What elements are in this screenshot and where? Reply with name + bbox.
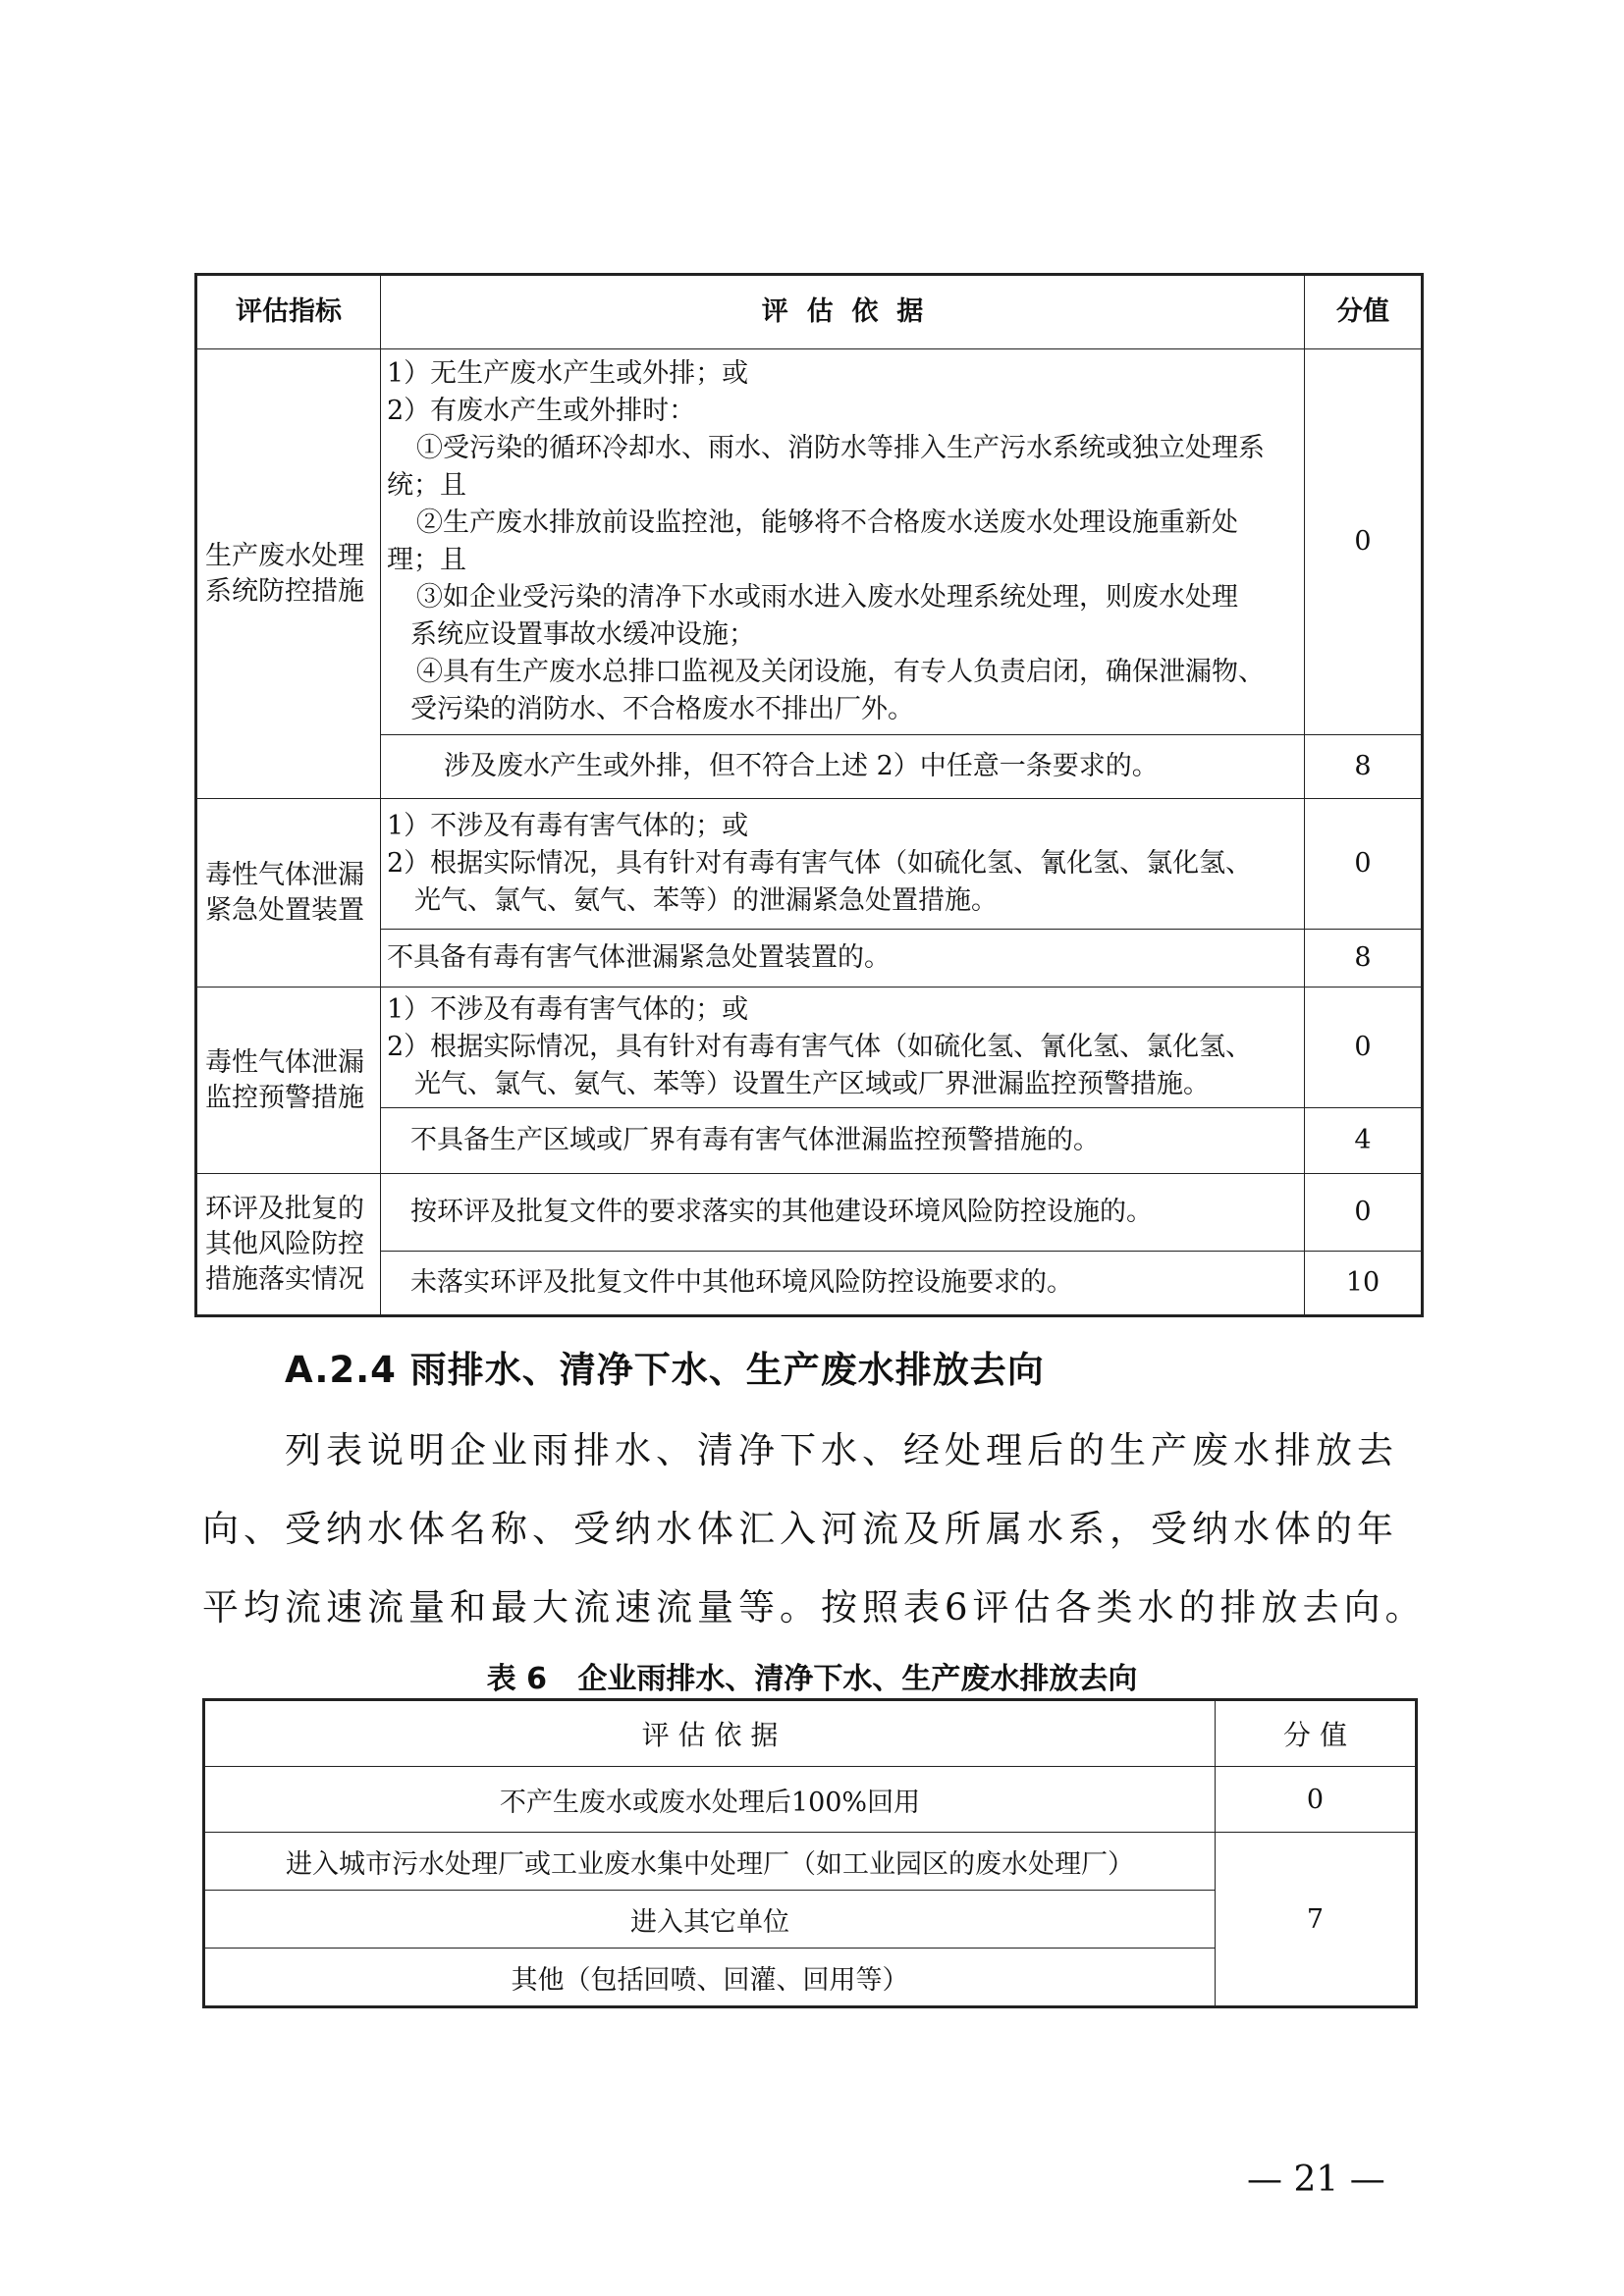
header-indicator: 评估指标 bbox=[196, 275, 381, 349]
basis-line: 2）根据实际情况，具有针对有毒有害气体（如硫化氢、氰化氢、氯化氢、 bbox=[387, 1032, 1253, 1062]
score-cell: 0 bbox=[1305, 1174, 1423, 1252]
basis-cell: 不产生废水或废水处理后100%回用 bbox=[204, 1767, 1216, 1833]
basis-line: ①受污染的循环冷却水、雨水、消防水等排入生产污水系统或独立处理系 bbox=[416, 433, 1265, 463]
indicator-line: 生产废水处理 bbox=[205, 540, 364, 571]
basis-line: ③如企业受污染的清净下水或雨水进入废水处理系统处理，则废水处理 bbox=[416, 582, 1238, 613]
score-cell: 10 bbox=[1305, 1252, 1423, 1316]
indicator-cell bbox=[196, 349, 381, 799]
basis-cell bbox=[381, 988, 1305, 1108]
basis-cell: 不具备生产区域或厂界有毒有害气体泄漏监控预警措施的。 bbox=[381, 1108, 1305, 1174]
basis-cell: 进入其它单位 bbox=[204, 1891, 1216, 1949]
header-score: 分 值 bbox=[1216, 1700, 1417, 1767]
basis-line: 光气、氯气、氨气、苯等）设置生产区域或厂界泄漏监控预警措施。 bbox=[414, 1069, 1210, 1099]
basis-cell: 按环评及批复文件的要求落实的其他建设环境风险防控设施的。 bbox=[381, 1174, 1305, 1252]
basis-cell bbox=[381, 349, 1305, 735]
table-row bbox=[196, 349, 1423, 735]
table-row bbox=[204, 1767, 1417, 1833]
indicator-cell bbox=[196, 1174, 381, 1316]
score-cell: 8 bbox=[1305, 735, 1423, 799]
page-number: — 21 — bbox=[1247, 2160, 1385, 2200]
score-cell: 4 bbox=[1305, 1108, 1423, 1174]
basis-line: ④具有生产废水总排口监视及关闭设施，有专人负责启闭，确保泄漏物、 bbox=[416, 657, 1265, 687]
score-cell: 0 bbox=[1305, 799, 1423, 930]
basis-line: ②生产废水排放前设监控池，能够将不合格废水送废水处理设施重新处 bbox=[416, 507, 1238, 538]
table-header-row bbox=[204, 1700, 1417, 1767]
basis-line: 1）不涉及有毒有害气体的；或 bbox=[387, 811, 749, 841]
header-basis: 评 估 依 据 bbox=[204, 1700, 1216, 1767]
basis-cell bbox=[381, 799, 1305, 930]
basis-line: 光气、氯气、氨气、苯等）的泄漏紧急处置措施。 bbox=[414, 885, 998, 916]
basis-line: 1）无生产废水产生或外排；或 bbox=[387, 358, 749, 389]
basis-line: 2）根据实际情况，具有针对有毒有害气体（如硫化氢、氰化氢、氯化氢、 bbox=[387, 848, 1253, 879]
indicator-cell bbox=[196, 799, 381, 988]
score-cell: 0 bbox=[1216, 1767, 1417, 1833]
risk-control-table bbox=[194, 273, 1424, 1317]
table-caption: 表 6 企业雨排水、清净下水、生产废水排放去向 bbox=[486, 1662, 1138, 1696]
table-row bbox=[196, 735, 1423, 799]
indicator-line: 环评及批复的 bbox=[205, 1193, 364, 1224]
table-header-row bbox=[196, 275, 1423, 349]
indicator-cell bbox=[196, 988, 381, 1174]
table-row bbox=[196, 1174, 1423, 1252]
basis-line: 理；且 bbox=[387, 545, 466, 575]
table-row bbox=[196, 1108, 1423, 1174]
basis-cell: 涉及废水产生或外排，但不符合上述 2）中任意一条要求的。 bbox=[381, 735, 1305, 799]
indicator-line: 系统防控措施 bbox=[205, 575, 364, 607]
basis-line: 统；且 bbox=[387, 470, 466, 501]
basis-line: 受污染的消防水、不合格废水不排出厂外。 bbox=[410, 694, 914, 724]
table-row bbox=[196, 1252, 1423, 1316]
paragraph-line: 平均流速流量和最大流速流量等。按照表6评估各类水的排放去向。 bbox=[202, 1586, 1427, 1629]
paragraph-line: 列表说明企业雨排水、清净下水、经处理后的生产废水排放去 bbox=[285, 1429, 1398, 1471]
indicator-line: 毒性气体泄漏 bbox=[205, 859, 364, 890]
header-score: 分值 bbox=[1305, 275, 1423, 349]
table-row bbox=[196, 799, 1423, 930]
indicator-line: 毒性气体泄漏 bbox=[205, 1046, 364, 1078]
indicator-line: 监控预警措施 bbox=[205, 1082, 364, 1113]
paragraph-line: 向、受纳水体名称、受纳水体汇入河流及所属水系，受纳水体的年 bbox=[202, 1508, 1398, 1550]
basis-cell: 未落实环评及批复文件中其他环境风险防控设施要求的。 bbox=[381, 1252, 1305, 1316]
score-cell: 7 bbox=[1216, 1833, 1417, 2007]
basis-line: 1）不涉及有毒有害气体的；或 bbox=[387, 994, 749, 1025]
table-row bbox=[196, 988, 1423, 1108]
indicator-line: 紧急处置装置 bbox=[205, 894, 364, 926]
basis-line: 2）有废水产生或外排时： bbox=[387, 396, 696, 426]
table-row bbox=[204, 1833, 1417, 1891]
score-cell: 0 bbox=[1305, 988, 1423, 1108]
discharge-table bbox=[202, 1698, 1418, 2008]
section-heading: A.2.4 雨排水、清净下水、生产废水排放去向 bbox=[285, 1349, 1045, 1391]
basis-line: 系统应设置事故水缓冲设施； bbox=[410, 619, 755, 650]
score-cell: 8 bbox=[1305, 930, 1423, 988]
table-row bbox=[196, 930, 1423, 988]
basis-cell: 不具备有毒有害气体泄漏紧急处置装置的。 bbox=[381, 930, 1305, 988]
basis-cell: 其他（包括回喷、回灌、回用等） bbox=[204, 1949, 1216, 2007]
score-cell: 0 bbox=[1305, 349, 1423, 735]
header-basis: 评 估 依 据 bbox=[381, 275, 1305, 349]
indicator-line: 措施落实情况 bbox=[205, 1263, 364, 1295]
basis-cell: 进入城市污水处理厂或工业废水集中处理厂（如工业园区的废水处理厂） bbox=[204, 1833, 1216, 1891]
indicator-line: 其他风险防控 bbox=[205, 1228, 364, 1259]
